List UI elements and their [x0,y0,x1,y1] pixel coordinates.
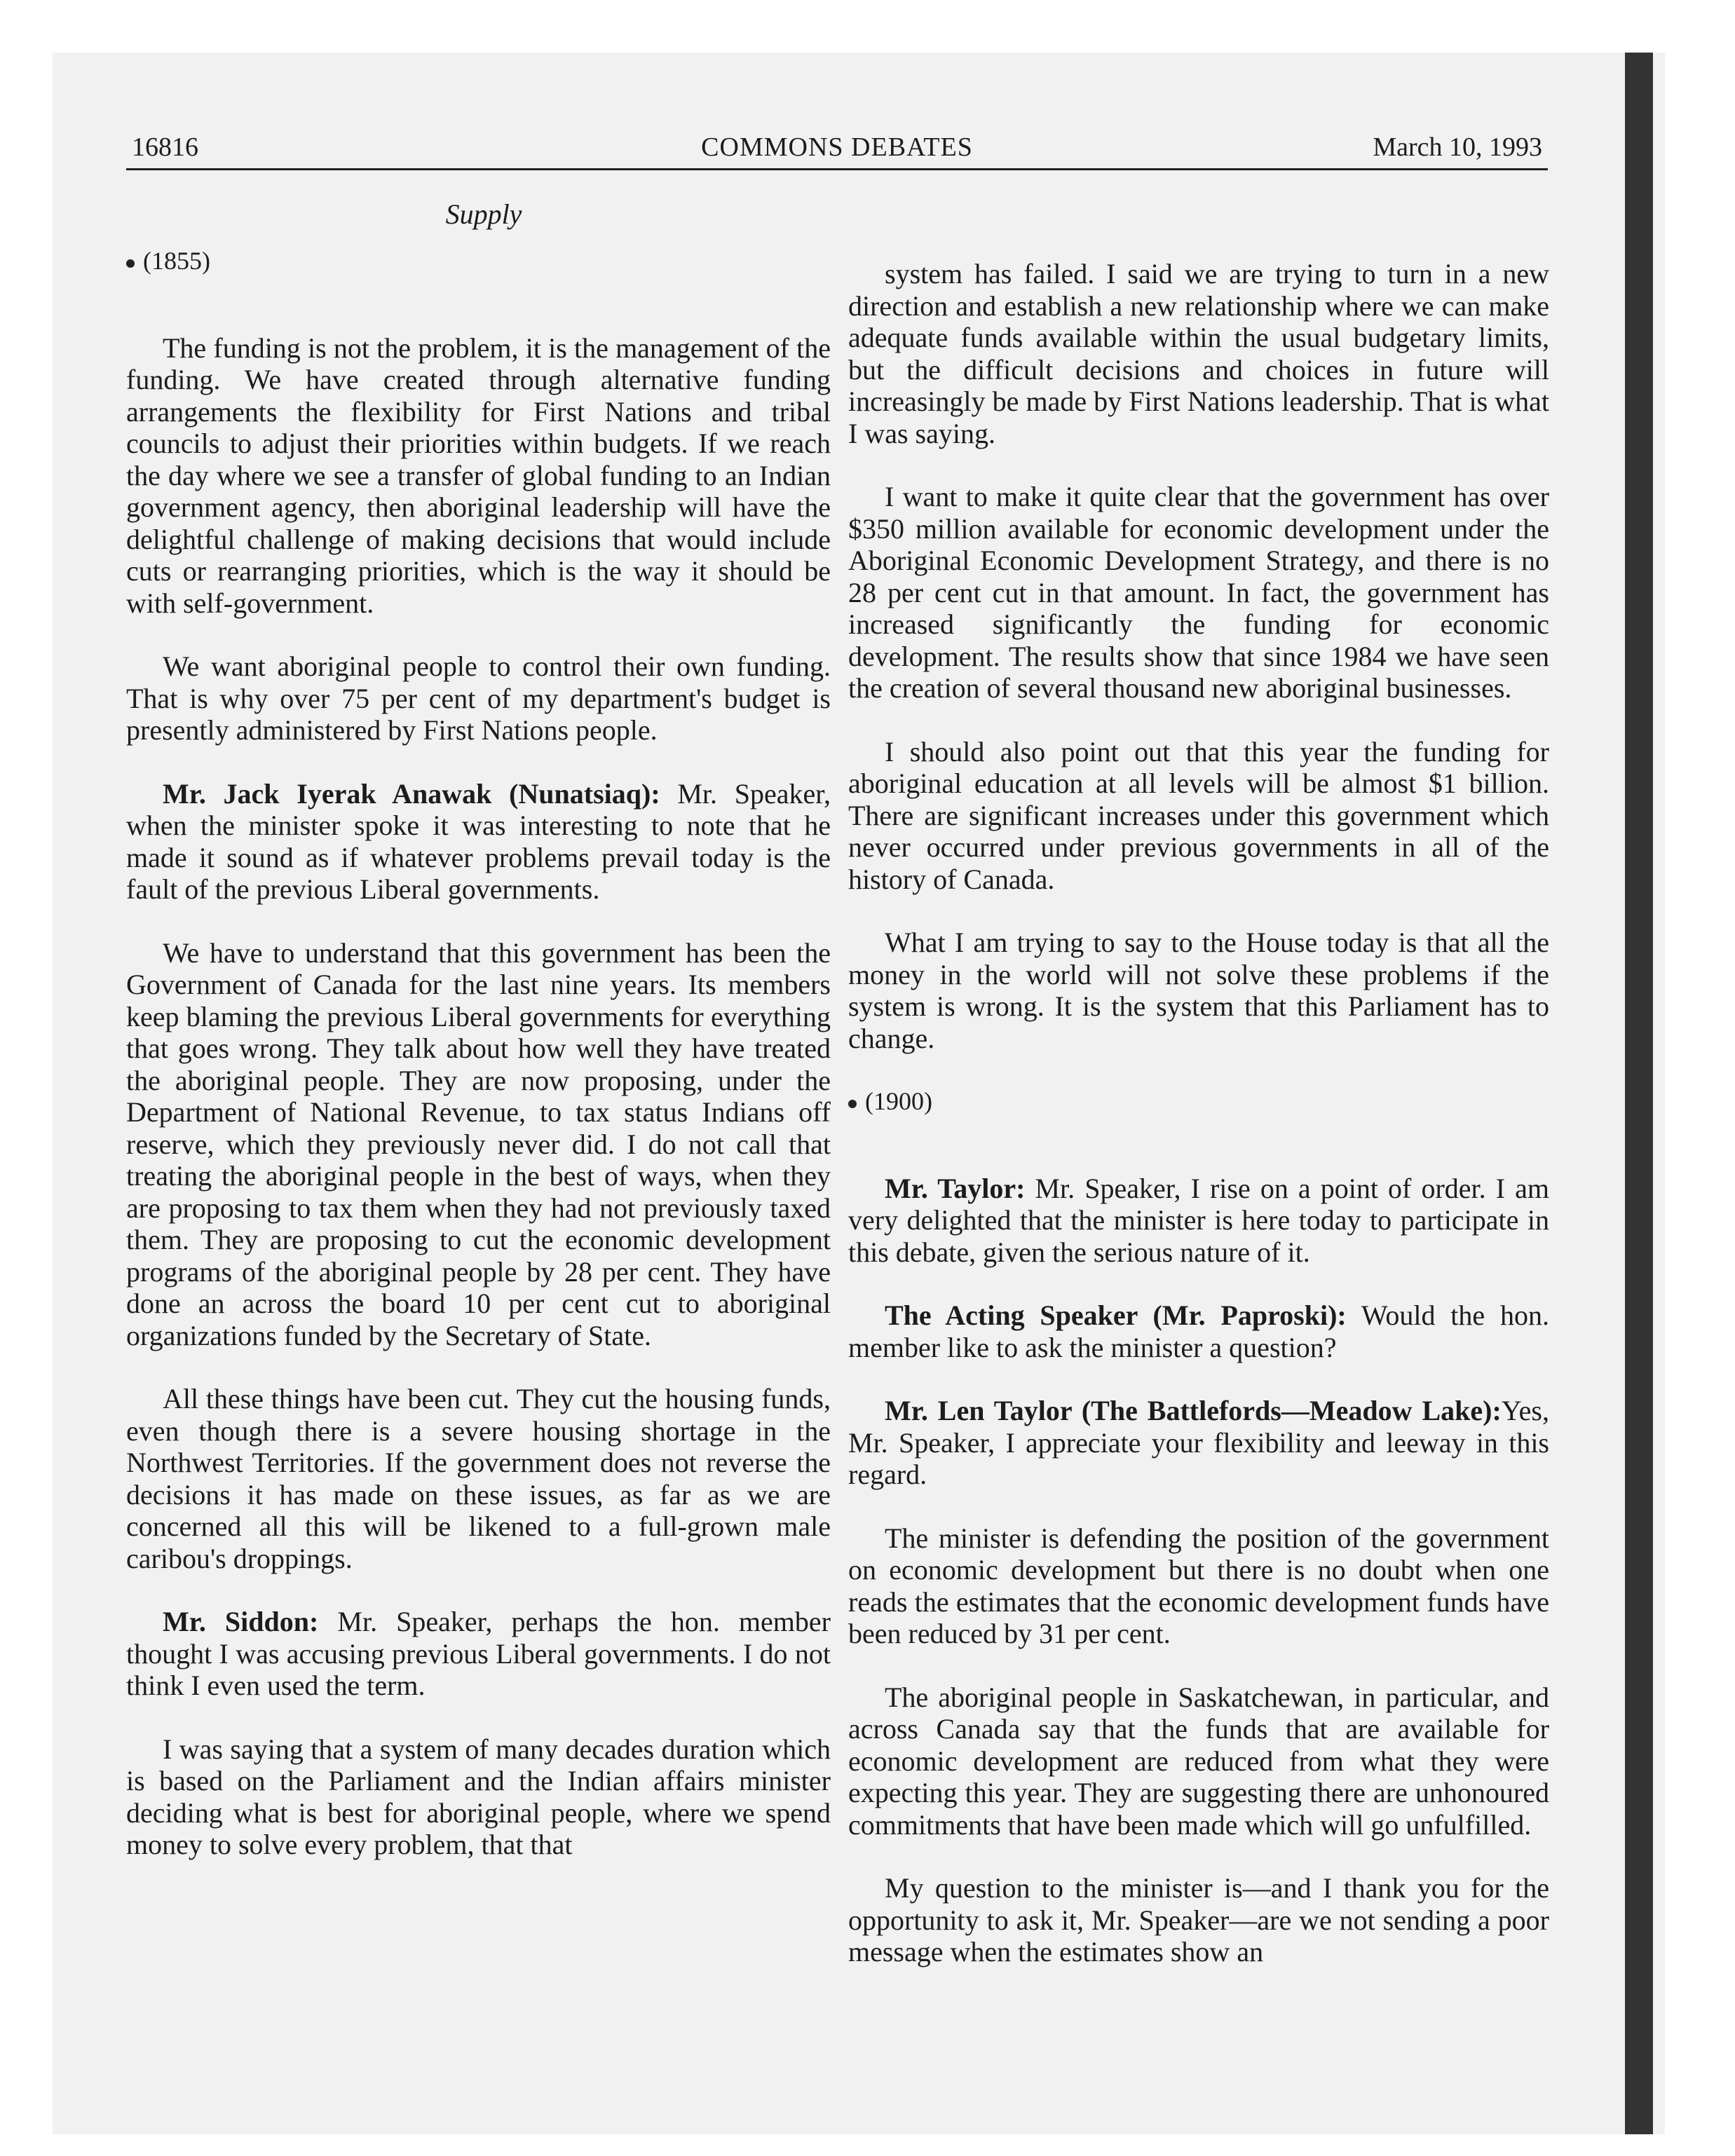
speech-text: Mr. Speaker, I rise on a point of order. I am very delighted that the minister is here today to participate in this debate, given the serious nature of it. [848,1172,1550,1268]
speech-text: Mr. Speaker, when the minister spoke it was interesting to note that he made it sound as if whatever problems prevail today is the fault of the previous Liberal governments. [126,777,831,905]
paragraph: The minister is defending the position of the government on economic development but there is no doubt when one reads the estimates that the economic development funds have been reduced by 31 per cent. [848,1522,1549,1649]
header-date: March 10, 1993 [1373,132,1542,162]
paragraph: The aboriginal people in Saskatchewan, in particular, and across Canada say that the funds that are available for economic development are reduced from what they were expecting this year. They are suggesting there are unhonoured commitments that have been made which will go unfulfilled. [848,1681,1549,1841]
speaker-name: Mr. Siddon: [163,1606,319,1637]
speech-text: Would the hon. member like to ask the minister a question? [848,1299,1549,1363]
paragraph: system has failed. I said we are trying to turn in a new direction and establish a new relationship where we can make adequate funds available within the usual budgetary limits, but the difficult decisions and choices in future will increasingly be made by First Nations leadership. That is what I was saying. [848,258,1549,449]
paragraph: I want to make it quite clear that the government has over $350 million available for economic development under the Aboriginal Economic Development Strategy, and there is no 28 per cent cut in that amount. In fact, the government has increased significantly the funding for economic development. The results show that since 1984 we have seen the creation of several thousand new aboriginal businesses. [848,481,1549,704]
timestamp [126,245,831,278]
paragraph: I should also point out that this year the funding for aboriginal education at all levels will be almost $1 billion. There are significant increases under this government which never occurred under previous governments in all of the history of Canada. [848,735,1549,895]
paragraph: I was saying that a system of many decades duration which is based on the Parliament and the Indian affairs minister deciding what is best for aboriginal people, where we spend money to solve every problem, that that [126,1733,831,1860]
bullet-icon [126,259,135,268]
paragraph: All these things have been cut. They cut the housing funds, even though there is a severe housing shortage in the Northwest Territories. If the government does not reverse the decisions it has made on these issues, as far as we are concerned all this will be likened to a full-grown male caribou's droppings. [126,1383,831,1574]
speech-paragraph [848,1173,1549,1269]
paragraph: My question to the minister is—and I thank you for the opportunity to ask it, Mr. Speaker—are we not sending a poor message when the estimates show an [848,1872,1549,1967]
speech-paragraph [848,1395,1549,1491]
page-header [126,126,1548,170]
left-column [126,245,831,1892]
timestamp-text: (1900) [865,1087,932,1115]
speaker-name: Mr. Jack Iyerak Anawak (Nunatsiaq): [163,777,660,810]
paragraph: We have to understand that this government has been the Government of Canada for the last nine years. Its members keep blaming the previous Liberal governments for everything that goes wrong. They talk about how well they have treated the aboriginal people. They are now proposing, under the Department of National Revenue, to tax status Indians off reserve, which they previously never did. I do not call that treating the aboriginal people in the best of ways, when they are proposing to tax them when they had not previously taxed them. They are proposing to cut the economic development programs of the aboriginal people by 28 per cent. They have done an across the board 10 per cent cut to aboriginal organizations funded by the Secretary of State. [126,936,831,1351]
speech-paragraph [848,1299,1549,1363]
speaker-name: Mr. Len Taylor (The Battlefords—Meadow Lake): [885,1395,1502,1426]
bullet-icon [848,1100,857,1108]
right-column [848,258,1549,2000]
paragraph: We want aboriginal people to control their own funding. That is why over 75 per cent of my department's budget is presently administered by First Nations people. [126,650,831,746]
section-title: Supply [445,198,522,230]
speaker-name: Mr. Taylor: [885,1172,1026,1204]
paragraph: What I am trying to say to the House today is that all the money in the world will not solve these problems if the system is wrong. It is the system that this Parliament has to change. [848,927,1549,1054]
publication-title: COMMONS DEBATES [701,132,973,162]
scan-edge-shadow [1625,53,1653,2134]
paragraph: The funding is not the problem, it is the management of the funding. We have created through alternative funding arrangements the flexibility for First Nations and tribal councils to adjust their priorities within budgets. If we reach the day where we see a transfer of global funding to an Indian government agency, then aboriginal leadership will have the delightful challenge of making decisions that would include cuts or rearranging priorities, which is the way it should be with self-government. [126,332,831,619]
speech-paragraph [126,1606,831,1702]
speaker-name: The Acting Speaker (Mr. Paproski): [885,1299,1347,1331]
speech-text: Yes, Mr. Speaker, I appreciate your flexibility and leeway in this regard. [848,1395,1549,1490]
timestamp [848,1086,1549,1118]
speech-paragraph [126,778,831,906]
speech-text: Mr. Speaker, perhaps the hon. member thought I was accusing previous Liberal governments. I do not think I even used the term. [126,1606,831,1701]
page-number: 16816 [132,132,198,162]
timestamp-text: (1855) [143,247,210,275]
